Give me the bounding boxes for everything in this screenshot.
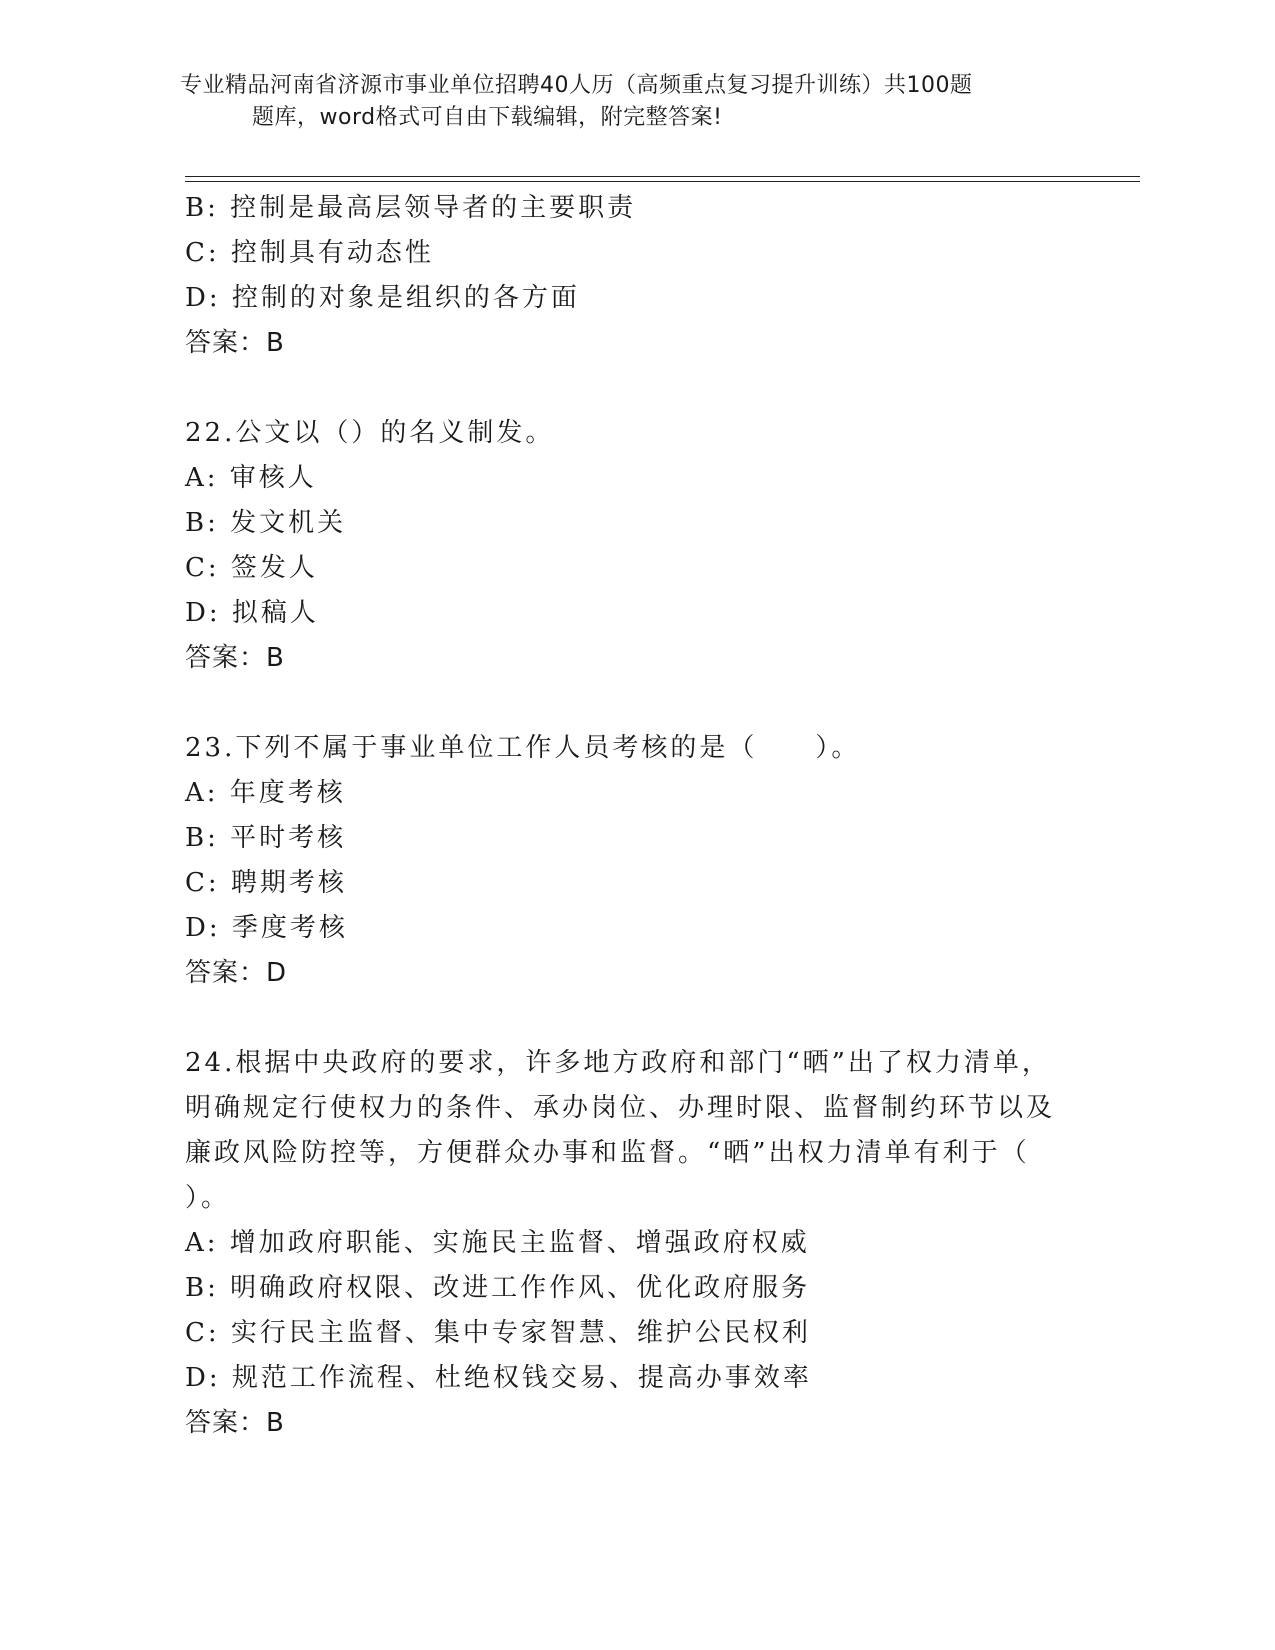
question-text: 22.公文以（）的名义制发。 [185,418,555,448]
question-text: 23.下列不属于事业单位工作人员考核的是（ ）。 [185,733,861,763]
option-a: A: 增加政府职能、实施民主监督、增强政府权威 [185,1228,810,1258]
question-23 [185,726,1065,996]
question-text: 24.根据中央政府的要求，许多地方政府和部门“晒”出了权力清单，明确规定行使权力的条件、承办岗位、办理时限、监督制约环节以及廉政风险防控等，方便群众办事和监督。“晒”出权力清单有利于（ ）。 [185,1048,1056,1213]
header-title-line1: 专业精品河南省济源市事业单位招聘40人历（高频重点复习提升训练）共100题 [180,73,973,98]
header-title-line2: 题库，word格式可自由下载编辑，附完整答案! [252,105,723,130]
option-a: A: 审核人 [185,463,317,493]
header-divider-top [185,176,1140,177]
answer-label: 答案：B [185,328,285,358]
answer-label: 答案：B [185,643,285,673]
option-c: C: 聘期考核 [185,868,347,898]
option-b: B: 发文机关 [185,508,347,538]
option-d: D: 季度考核 [185,913,348,943]
option-d: D: 规范工作流程、杜绝权钱交易、提高办事效率 [185,1363,812,1393]
question-24 [185,1041,1065,1446]
question-list [185,186,1065,1446]
option-a: A: 年度考核 [185,778,346,808]
option-d: D: 拟稿人 [185,598,319,628]
question-22 [185,411,1065,681]
option-c: C: 实行民主监督、集中专家智慧、维护公民权利 [185,1318,811,1348]
option-c: C: 控制具有动态性 [185,238,434,268]
option-b: B: 控制是最高层领导者的主要职责 [185,193,637,223]
document-header [180,70,1080,134]
option-b: B: 明确政府权限、改进工作作风、优化政府服务 [185,1273,811,1303]
option-b: B: 平时考核 [185,823,347,853]
answer-label: 答案：D [185,958,288,988]
question-21-tail [185,186,1065,366]
option-d: D: 控制的对象是组织的各方面 [185,283,580,313]
answer-label: 答案：B [185,1408,285,1438]
header-divider-bottom [185,181,1140,182]
option-c: C: 签发人 [185,553,318,583]
